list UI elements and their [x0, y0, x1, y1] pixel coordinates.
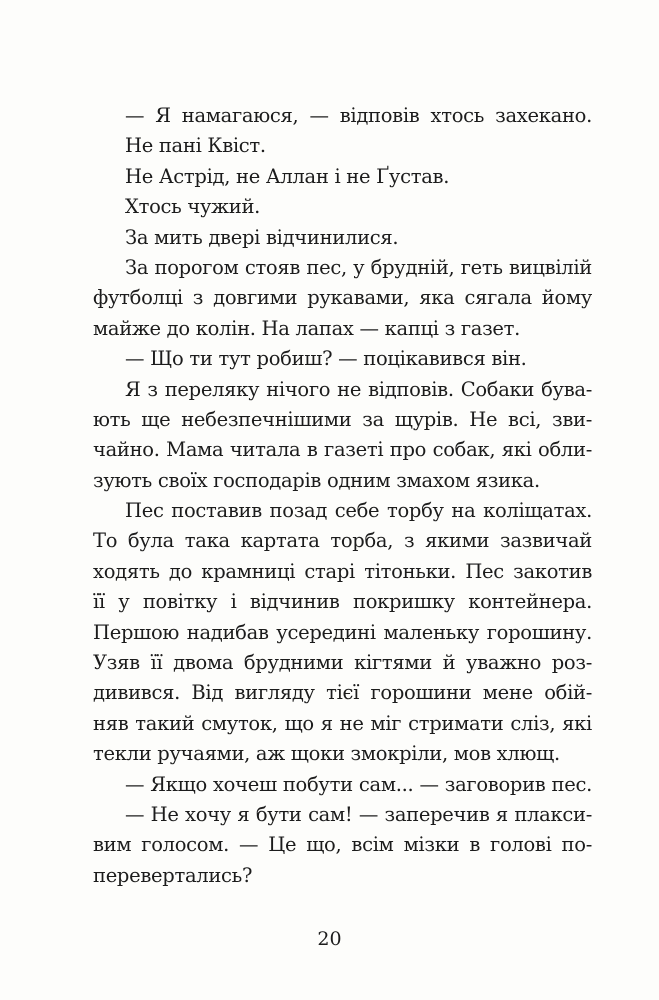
page-body-text: [93, 101, 592, 891]
text-line: — Я намагаюся, — відповів хтось захекано.: [125, 104, 592, 127]
text-line: Пес поставив позад себе торбу на коліщатах.: [125, 499, 592, 523]
text-line: Я з переляку нічого не відповів. Собаки бува-: [125, 377, 592, 401]
text-line: Узяв її двома брудними кігтями й уважно роз-: [93, 651, 592, 675]
text-line: За мить двері відчинилися.: [125, 225, 399, 249]
text-line: ють ще небезпечнішими за щурів. Не всі, зви-: [93, 407, 592, 431]
text-line: ходять до крамниці старі тітоньки. Пес закотив: [93, 559, 592, 583]
text-line: За порогом стояв пес, у брудній, геть вицвілій: [125, 255, 592, 279]
text-line: вим голосом. — Це що, всім мізки в голові по-: [93, 833, 592, 857]
page-number: 20: [317, 928, 342, 950]
text-line: майже до колін. На лапах — капці з газет.: [93, 316, 521, 340]
text-line: футболці з довгими рукавами, яка сягала йому: [93, 286, 592, 310]
text-line: перевертались?: [93, 863, 253, 887]
text-line: Першою надибав усередині маленьку горошину.: [93, 620, 592, 644]
text-line: — Якщо хочеш побути сам... — заговорив пес.: [125, 772, 592, 796]
text-line: — Не хочу я бути сам! — заперечив я плакси-: [125, 802, 592, 826]
text-line: чайно. Мама читала в газеті про собак, які обли-: [93, 438, 592, 462]
text-line: То була така картата торба, з якими зазвичай: [93, 529, 592, 553]
text-line: дивився. Від вигляду тієї горошини мене обій-: [93, 681, 592, 705]
text-line: Не пані Квіст.: [125, 134, 266, 158]
text-line: няв такий смуток, що я не міг стримати сліз, які: [93, 711, 592, 735]
text-line: її у повітку і відчинив покришку контейнера.: [93, 590, 592, 614]
text-line: текли ручаями, аж щоки змокріли, мов хлющ.: [93, 742, 560, 766]
text-line: — Що ти тут робиш? — поцікавився він.: [125, 347, 527, 371]
text-line: Не Астрід, не Аллан і не Ґустав.: [125, 164, 450, 188]
text-line: Хтось чужий.: [125, 195, 261, 219]
text-line: зують своїх господарів одним змахом язика.: [93, 468, 540, 492]
